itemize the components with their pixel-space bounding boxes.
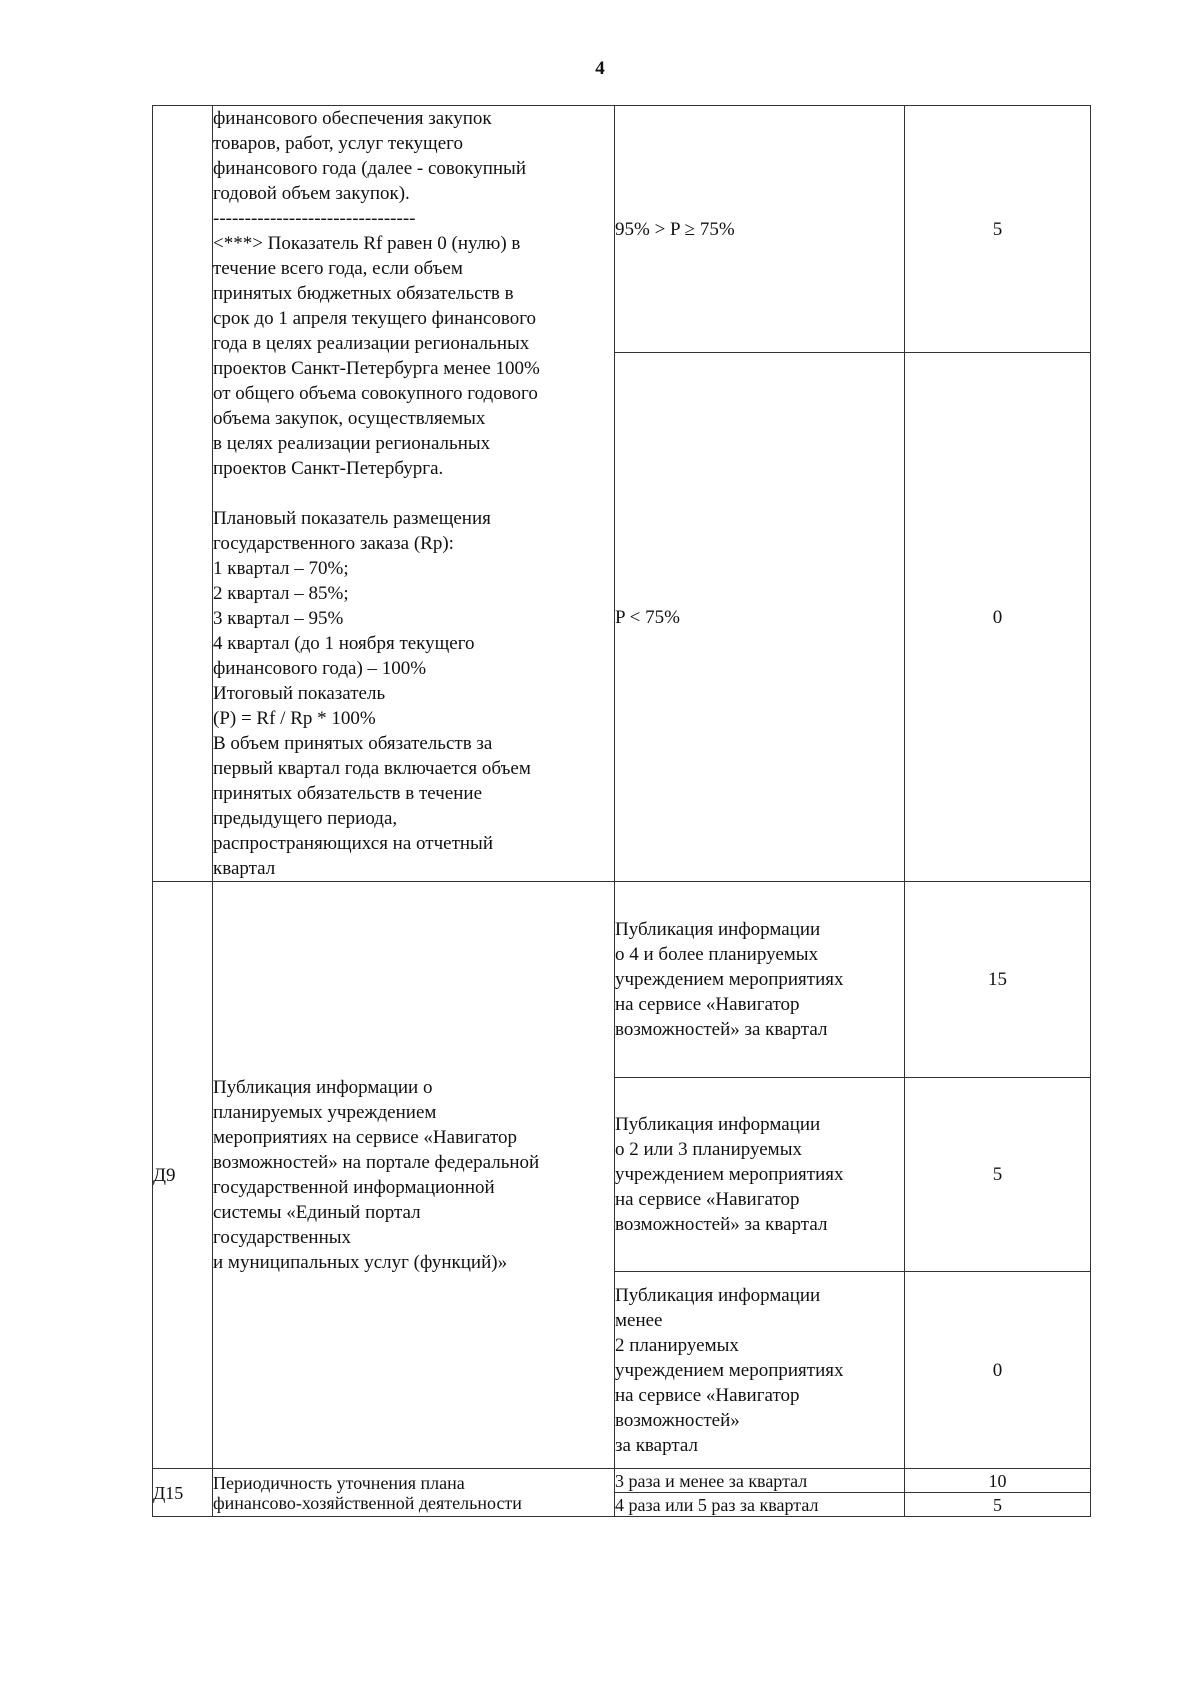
indicator-code: Д9 [153,882,213,1469]
indicator-description: Публикация информации о планируемых учреждением мероприятиях на сервисе «Навигатор возможностей» на портале федеральной государственной информационной системы «Единый портал государственных и муниципальных услуг (функций)» [213,882,615,1469]
criterion-score: 5 [905,106,1091,353]
criterion-text: 4 раза или 5 раз за квартал [615,1493,905,1517]
table-row [153,106,1091,353]
criterion-score: 10 [905,1469,1091,1493]
indicator-code: Д15 [153,1469,213,1517]
indicator-description: финансового обеспечения закупок товаров, работ, услуг текущего финансового года (далее - совокупный годовой объем закупок). -------------------------------- <***> Показатель Rf равен 0 (нулю) в течение всего года, если объем принятых бюджетных обязательств в срок до 1 апреля текущего финансового года в целях реализации региональных проектов Санкт-Петербурга менее 100% от общего объема совокупного годового объема закупок, осуществляемых в целях реализации региональных проектов Санкт-Петербурга. Плановый показатель размещения государственного заказа (Rp): 1 квартал – 70%; 2 квартал – 85%; 3 квартал – 95% 4 квартал (до 1 ноября текущего финансового года) – 100% Итоговый показатель (P) = Rf / Rp * 100% В объем принятых обязательств за первый квартал года включается объем принятых обязательств в течение предыдущего периода, распространяющихся на отчетный квартал [213,106,615,882]
criterion-score: 0 [905,353,1091,882]
table-row [153,1469,1091,1493]
indicators-table [152,105,1091,1517]
criterion-text: Публикация информации менее 2 планируемых учреждением мероприятиях на сервисе «Навигатор возможностей» за квартал [615,1272,905,1469]
criterion-score: 5 [905,1078,1091,1272]
page-number: 4 [595,58,605,79]
criterion-text: Публикация информации о 2 или 3 планируемых учреждением мероприятиях на сервисе «Навигатор возможностей» за квартал [615,1078,905,1272]
criterion-text: P < 75% [615,353,905,882]
criterion-text: Публикация информации о 4 и более планируемых учреждением мероприятиях на сервисе «Навигатор возможностей» за квартал [615,882,905,1078]
indicator-code [153,106,213,882]
criterion-score: 0 [905,1272,1091,1469]
table-row [153,882,1091,1078]
criterion-score: 15 [905,882,1091,1078]
criterion-text: 3 раза и менее за квартал [615,1469,905,1493]
criterion-text: 95% > P ≥ 75% [615,106,905,353]
indicator-description: Периодичность уточнения плана финансово-хозяйственной деятельности [213,1469,615,1517]
criterion-score: 5 [905,1493,1091,1517]
